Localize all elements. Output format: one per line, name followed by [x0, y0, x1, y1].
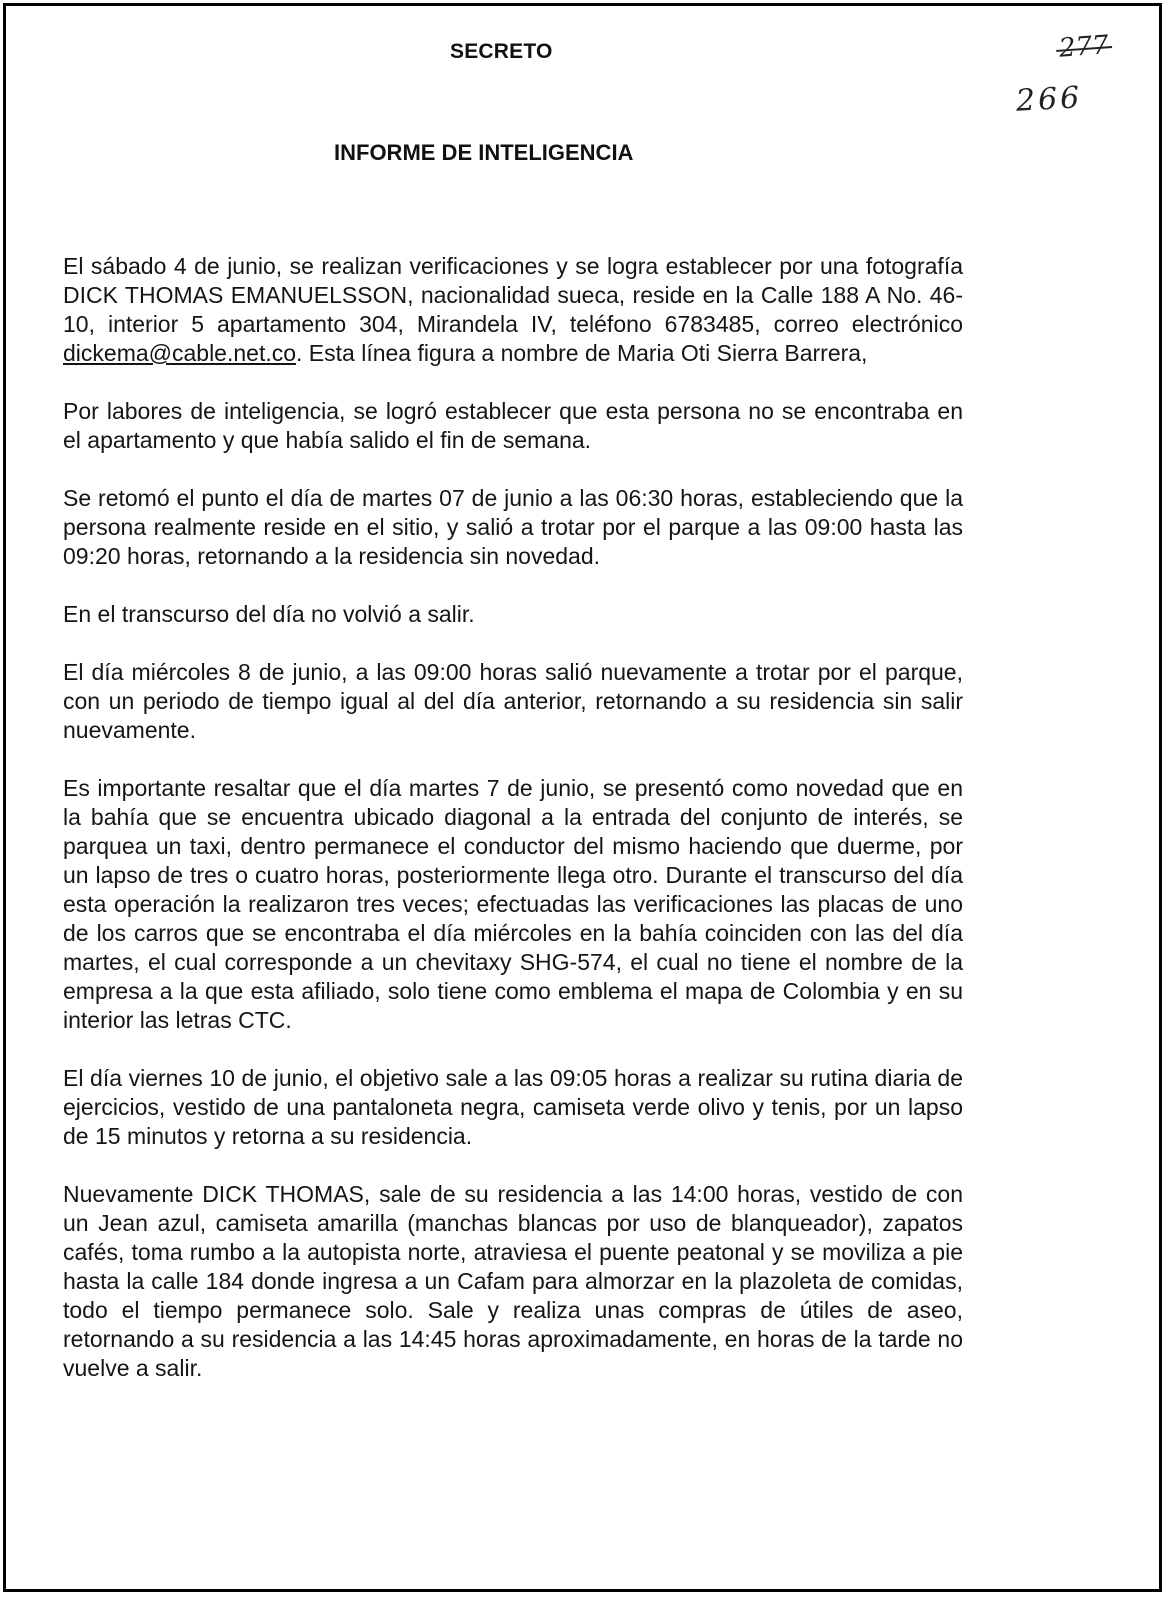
classification-label: SECRETO: [450, 40, 553, 63]
handwritten-folio-number: 266: [1015, 80, 1084, 119]
paragraph-1: [63, 252, 963, 368]
paragraph-1-text: El sábado 4 de junio, se realizan verificaciones y se logra establecer por una fotografía DICK THOMAS EMANUELSSON, nacionalidad sueca, reside en la Calle 188 A No. 46-10, interior 5 apartamento 304, Mirandela IV, teléfono 6783485, correo electrónico: [63, 253, 963, 337]
report-body: [63, 252, 963, 1383]
handwritten-folio-struck: 277: [1058, 30, 1110, 64]
paragraph-4: En el transcurso del día no volvió a salir.: [63, 601, 475, 627]
document-page: [3, 3, 1162, 1592]
paragraph-1-tail: . Esta línea figura a nombre de Maria Oti Sierra Barrera,: [296, 340, 868, 366]
paragraph-5: El día miércoles 8 de junio, a las 09:00 horas salió nuevamente a trotar por el parque, con un periodo de tiempo igual al del día anterior, retornando a su residencia sin salir nuevamente.: [63, 659, 963, 743]
paragraph-2: Por labores de inteligencia, se logró establecer que esta persona no se encontraba en el apartamento y que había salido el fin de semana.: [63, 398, 963, 453]
email-link[interactable]: dickema@cable.net.co: [63, 340, 297, 366]
paragraph-6: Es importante resaltar que el día martes 7 de junio, se presentó como novedad que en la bahía que se encuentra ubicado diagonal a la entrada del conjunto de interés, se parquea un taxi, dentro permanece el conductor del mismo haciendo que duerme, por un lapso de tres o cuatro horas, posteriormente llega otro. Durante el transcurso del día esta operación la realizaron tres veces; efectuadas las verificaciones las placas de uno de los carros que se encontraba el día miércoles en la bahía coinciden con las del día martes, el cual corresponde a un chevitaxy SHG-574, el cual no tiene el nombre de la empresa a la que esta afiliado, solo tiene como emblema el mapa de Colombia y en su interior las letras CTC.: [63, 775, 963, 1033]
paragraph-7: El día viernes 10 de junio, el objetivo sale a las 09:05 horas a realizar su rutina diaria de ejercicios, vestido de una pantaloneta negra, camiseta verde olivo y tenis, por un lapso de 15 minutos y retorna a su residencia.: [63, 1065, 963, 1149]
paragraph-3: Se retomó el punto el día de martes 07 de junio a las 06:30 horas, estableciendo que la persona realmente reside en el sitio, y salió a trotar por el parque a las 09:00 hasta las 09:20 horas, retornando a la residencia sin novedad.: [63, 485, 963, 569]
paragraph-8: Nuevamente DICK THOMAS, sale de su residencia a las 14:00 horas, vestido de con un Jean azul, camiseta amarilla (manchas blancas por uso de blanqueador), zapatos cafés, toma rumbo a la autopista norte, atraviesa el puente peatonal y se moviliza a pie hasta la calle 184 donde ingresa a un Cafam para almorzar en la plazoleta de comidas, todo el tiempo permanece solo. Sale y realiza unas compras de útiles de aseo, retornando a su residencia a las 14:45 horas aproximadamente, en horas de la tarde no vuelve a salir.: [63, 1181, 963, 1381]
document-title: INFORME DE INTELIGENCIA: [334, 140, 634, 165]
